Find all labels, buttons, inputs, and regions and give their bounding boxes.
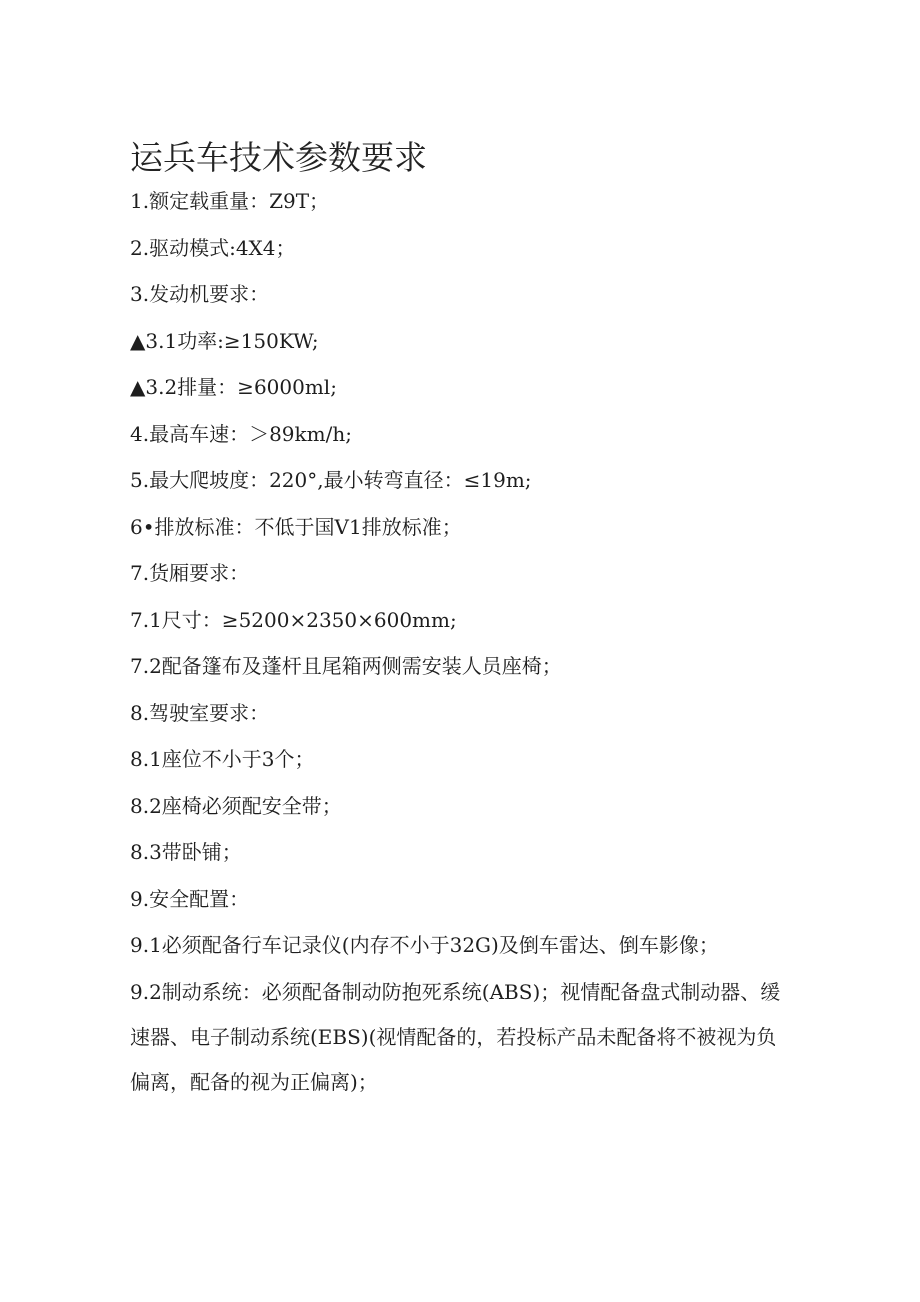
- document-body: [130, 185, 790, 1112]
- spec-line-rated-load: 1.额定载重量：Z9T；: [130, 189, 330, 213]
- spec-line-cab-seats: 8.1座位不小于3个；: [130, 747, 315, 771]
- spec-line-engine-displacement: ▲3.2排量：≥6000ml;: [130, 375, 337, 399]
- spec-line-drive-mode: 2.驱动模式:4X4；: [130, 235, 296, 260]
- spec-line-cargo-tarp: 7.2配备篷布及蓬杆且尾箱两侧需安装人员座椅；: [130, 654, 562, 678]
- spec-line-gradeability: 5.最大爬坡度：220°,最小转弯直径：≤19m;: [130, 468, 532, 492]
- spec-line-emission: 6•排放标准：不低于国V1排放标准；: [130, 514, 462, 539]
- spec-line-safety-recorder: 9.1必须配备行车记录仪(内存不小于32G)及倒车雷达、倒车影像；: [130, 933, 719, 957]
- document-title: 运兵车技术参数要求: [130, 138, 427, 177]
- spec-line-cab-heading: 8.驾驶室要求：: [130, 700, 270, 725]
- spec-line-safety-brakes: 9.2制动系统：必须配备制动防抱死系统(ABS)；视情配备盘式制动器、缓速器、电子制动系统(EBS)(视情配备的，若投标产品未配备将不被视为负偏离，配备的视为正偏离)；: [130, 979, 781, 1094]
- spec-line-cargo-size: 7.1尺寸：≥5200×2350×600mm;: [130, 607, 457, 632]
- spec-line-engine-power: ▲3.1功率:≥150KW;: [130, 328, 319, 353]
- spec-line-cargo-heading: 7.货厢要求：: [130, 561, 250, 585]
- spec-line-engine-heading: 3.发动机要求：: [130, 282, 270, 306]
- spec-line-cab-seatbelt: 8.2座椅必须配安全带；: [130, 793, 342, 818]
- spec-line-max-speed: 4.最高车速：＞89km/h;: [130, 421, 352, 446]
- spec-line-safety-heading: 9.安全配置：: [130, 886, 250, 911]
- spec-line-cab-sleeper: 8.3带卧铺；: [130, 840, 242, 864]
